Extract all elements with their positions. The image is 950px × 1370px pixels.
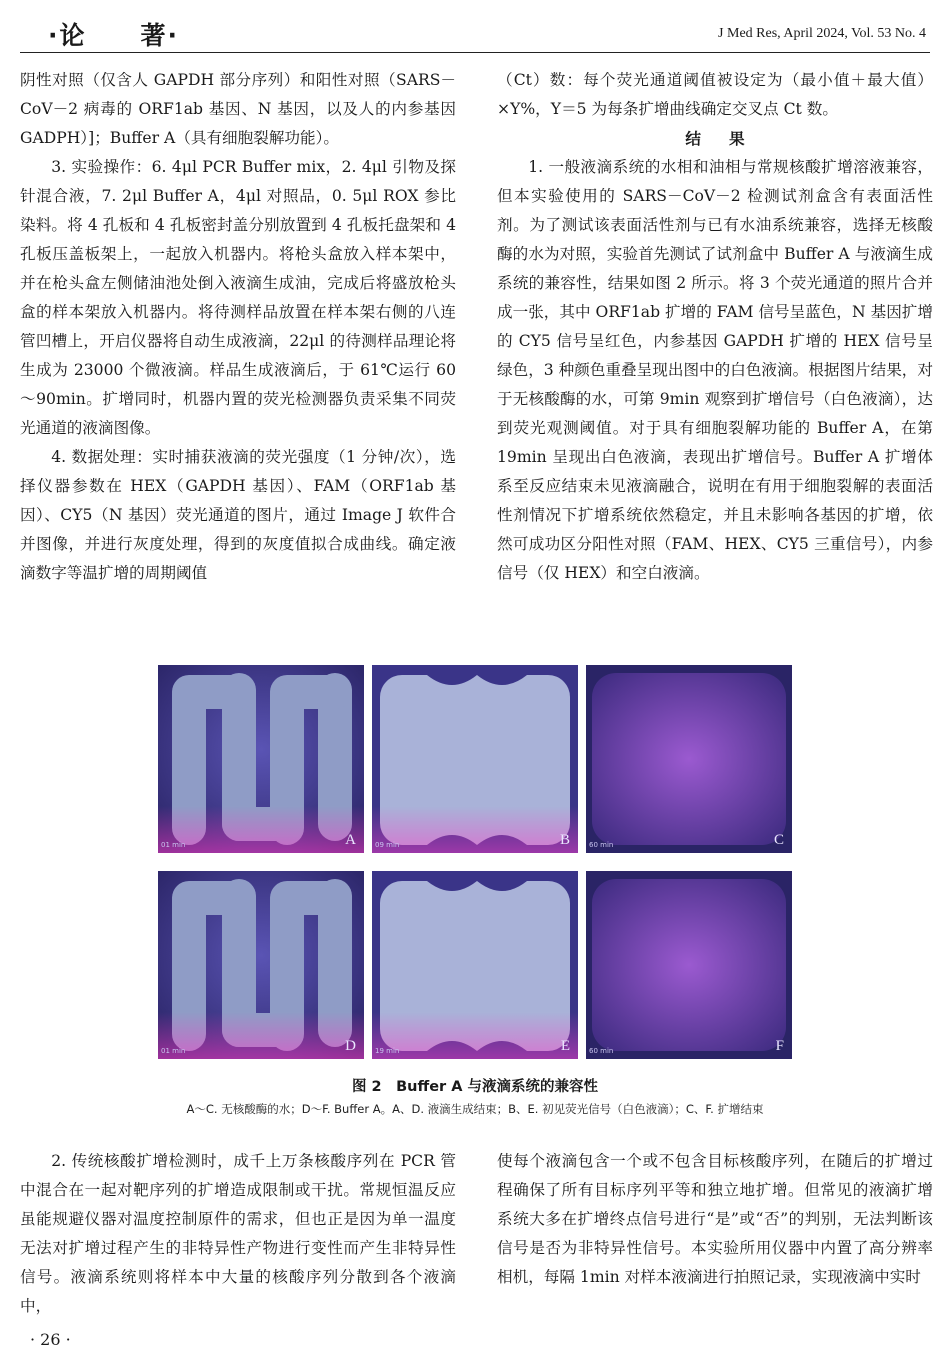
page-header [20, 14, 930, 53]
droplet-image [158, 871, 364, 1059]
panel-label: B [559, 832, 570, 848]
section-tag: ·论 著· [48, 21, 179, 50]
journal-citation: J Med Res, April 2024, Vol. 53 No. 4 [718, 26, 926, 41]
panel-timestamp: 60 min [589, 841, 614, 849]
paragraph: 使每个液滴包含一个或不包含目标核酸序列，在随后的扩增过程确保了所有目标序列平等和独立地扩增。但常见的液滴扩增系统大多在扩增终点信号进行“是”或“否”的判别，无法判断该信号是否为非特异性信号。本实验所用仪器中内置了高分辨率相机，每隔 1min 对样本液滴进行拍照记录，实现液滴中实时 [497, 1152, 933, 1286]
panel-label: A [345, 832, 356, 848]
figure-caption-note: A～C. 无核酸酶的水；D～F. Buffer A。A、D. 液滴生成结束；B、E. 初见荧光信号（白色液滴）；C、F. 扩增结束 [186, 1102, 764, 1116]
droplet-image [372, 871, 578, 1059]
droplet-image [158, 665, 364, 853]
droplet-image [586, 665, 792, 853]
page-number: · 26 · [30, 1330, 71, 1349]
figure-panel-b [372, 665, 578, 853]
panel-label: E [560, 1038, 570, 1054]
paragraph-data-processing: 4. 数据处理：实时捕获液滴的荧光强度（1 分钟/次），选择仪器参数在 HEX（GAPDH 基因）、FAM（ORF1ab 基因）、CY5（N 基因）荧光通道的图片，通过 Image J 软件合并图像，并进行灰度处理，得到的灰度值拟合成曲线。确定液滴数字等温扩增的周期阈值 [20, 448, 456, 582]
panel-label: D [345, 1038, 356, 1054]
panel-label: C [773, 832, 784, 848]
paragraph: 阴性对照（仅含人 GAPDH 部分序列）和阳性对照（SARS－CoV－2 病毒的 ORF1ab 基因、N 基因，以及人的内参基因 GADPH）]；Buffer A（具有细胞裂解功能）。 [20, 71, 456, 147]
panel-timestamp: 60 min [589, 1047, 614, 1055]
figure-panel-f [586, 871, 792, 1059]
figure-panel-c [586, 665, 792, 853]
panel-timestamp: 19 min [375, 1047, 400, 1055]
section-heading-results: 结果 [685, 129, 773, 148]
left-column-top [20, 66, 456, 588]
right-column-bottom [497, 1147, 933, 1292]
panel-timestamp: 09 min [375, 841, 400, 849]
paragraph-results-2: 2. 传统核酸扩增检测时，成千上万条核酸序列在 PCR 管中混合在一起对靶序列的扩增造成限制或干扰。常规恒温反应虽能规避仪器对温度控制原件的需求，但也正是因为单一温度无法对扩增过程产生的非特异性产物进行变性而产生非特异性信号。液滴系统则将样本中大量的核酸序列分散到各个液滴中， [20, 1152, 456, 1315]
paragraph-results-1: 1. 一般液滴系统的水相和油相与常规核酸扩增溶液兼容，但本实验使用的 SARS－CoV－2 检测试剂盒含有表面活性剂。为了测试该表面活性剂与已有水油系统兼容，选择无核酸酶的水为对照，实验首先测试了试剂盒中 Buffer A 与液滴生成系统的兼容性，结果如图 2 所示。将 3 个荧光通道的照片合并成一张，其中 ORF1ab 扩增的 FAM 信号呈蓝色，N 基因扩增的 CY5 信号呈红色，内参基因 GAPDH 扩增的 HEX 信号呈绿色，3 种颜色重叠呈现出图中的白色液滴。根据图片结果，对于无核酸酶的水，可第 9min 观察到扩增信号（白色液滴），达到荧光观测阈值。对于具有细胞裂解功能的 Buffer A，在第 19min 呈现出白色液滴，表现出扩增信号。Buffer A 扩增体系至反应结束未见液滴融合，说明在有用于细胞裂解的表面活性剂情况下扩增系统依然稳定，并且未影响各基因的扩增，依然可成功区分阳性对照（FAM、HEX、CY5 三重信号），内参信号（仅 HEX）和空白液滴。 [497, 158, 933, 582]
panel-label: F [775, 1038, 784, 1054]
paragraph: （Ct）数：每个荧光通道阈值被设定为（最小值＋最大值）×Y%，Y＝5 为每条扩增曲线确定交叉点 Ct 数。 [497, 71, 933, 118]
figure-caption-title: 图 2 Buffer A 与液滴系统的兼容性 [351, 1079, 599, 1095]
droplet-image [372, 665, 578, 853]
paragraph-experimental-operation: 3. 实验操作：6. 4μl PCR Buffer mix，2. 4μl 引物及探针混合液，7. 2μl Buffer A，4μl 对照品，0. 5μl ROX 参比染料。将 4 孔板和 4 孔板密封盖分别放置到 4 孔板托盘架和 4 孔板压盖板架上，一起放入机器内。将枪头盒放入样本架中，并在枪头盒左侧储油池处倒入液滴生成油，完成后将盛放枪头盒的样本架放入机器内。将待测样品放置在样本架右侧的八连管凹槽上，开启仪器将自动生成液滴，22μl 的待测样品理论将生成为 23000 个微液滴。样品生成液滴后，于 61℃运行 60～90min。扩增同时，机器内置的荧光检测器负责采集不同荧光通道的液滴图像。 [20, 158, 456, 437]
figure-panel-e [372, 871, 578, 1059]
panel-timestamp: 01 min [161, 841, 186, 849]
figure-panel-d [158, 871, 364, 1059]
right-column-top [497, 66, 933, 588]
panel-timestamp: 01 min [161, 1047, 186, 1055]
figure-panel-a [158, 665, 364, 853]
left-column-bottom [20, 1147, 456, 1321]
figure-2 [158, 665, 792, 1061]
droplet-image [586, 871, 792, 1059]
